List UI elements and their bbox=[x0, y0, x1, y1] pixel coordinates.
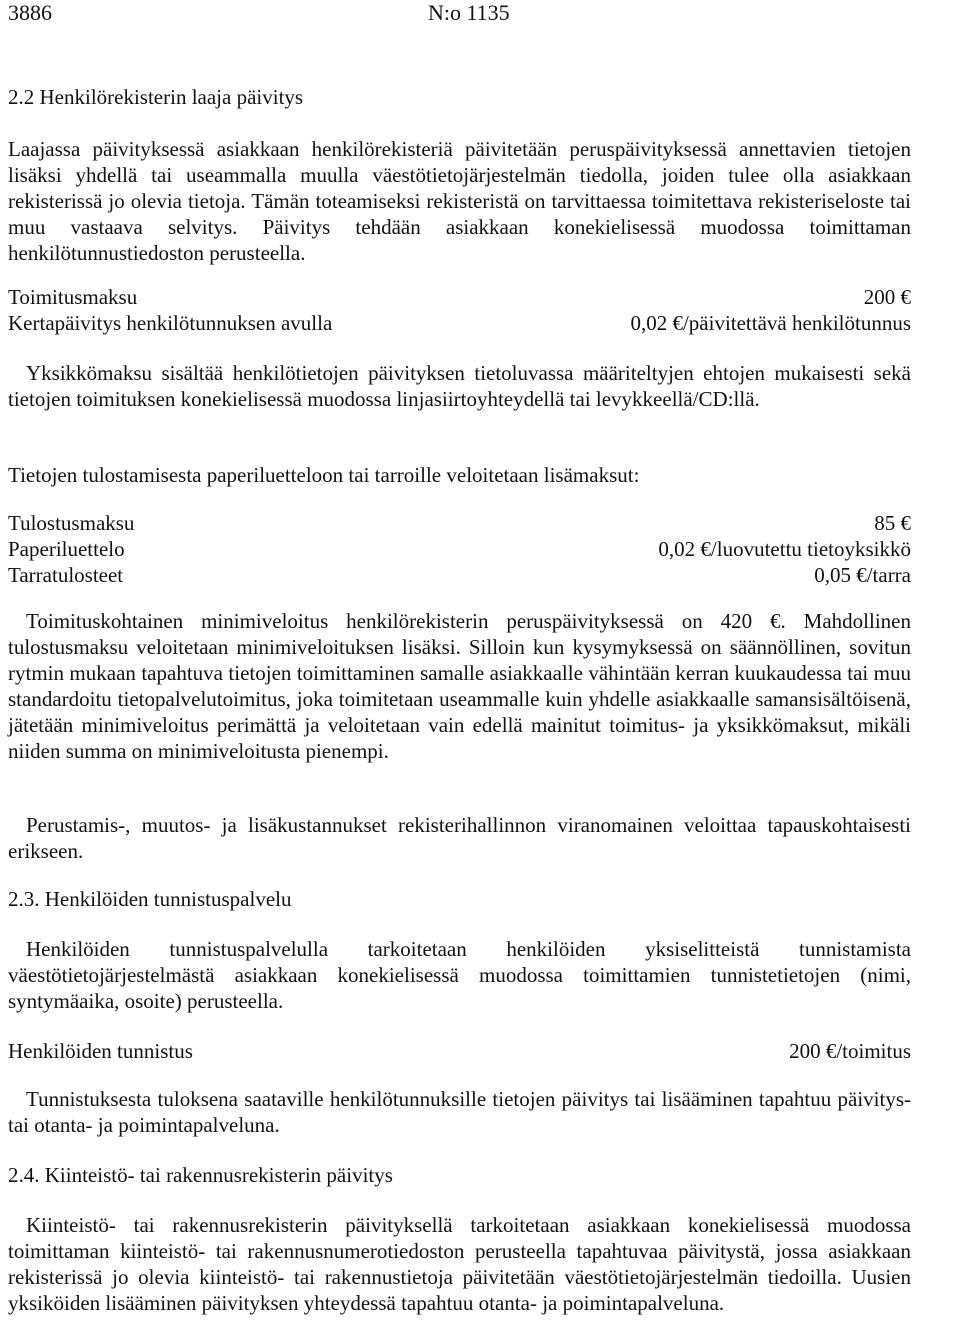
section-2-2-paragraph-2: Yksikkömaksu sisältää henkilötietojen päivityksen tietoluvassa määriteltyjen ehtojen mukaisesti sekä tietojen toimituksen konekielisessä muodossa linjasiirtoyhteydellä tai levykkeellä/CD:llä. bbox=[8, 361, 911, 411]
fee-label: Toimitusmaksu bbox=[8, 285, 138, 309]
page-number: 3886 bbox=[8, 0, 52, 25]
fee-amount: 200 €/toimitus bbox=[789, 1039, 911, 1063]
fee-table-identification bbox=[8, 1038, 911, 1064]
issue-number: N:o 1135 bbox=[428, 0, 510, 25]
fee-amount: 0,02 €/päivitettävä henkilötunnus bbox=[630, 311, 911, 335]
section-2-4-paragraph-1: Kiinteistö- tai rakennusrekisterin päivityksellä tarkoitetaan asiakkaan konekielisessä muodossa toimittaman kiinteistö- tai rakennusnumerotiedoston perusteella tapahtuvaa päivitystä, jossa asiakkaan rekisterissä jo olevia kiinteistö- tai rakennustietoja päivitetään väestötietojärjestelmän tiedoilla. Uusien yksiköiden lisääminen päivityksen yhteydessä tapahtuu otanta- ja poimintapalveluna. bbox=[8, 1213, 911, 1315]
section-2-3-paragraph-2: Tunnistuksesta tuloksena saataville henkilötunnuksille tietojen päivitys tai lisääminen tapahtuu päivitys- tai otanta- ja poimintapalveluna. bbox=[8, 1087, 911, 1137]
fee-row bbox=[8, 284, 911, 310]
fee-row bbox=[8, 562, 911, 588]
section-heading-2-3: 2.3. Henkilöiden tunnistuspalvelu bbox=[8, 887, 292, 911]
section-heading-2-2: 2.2 Henkilörekisterin laaja päivitys bbox=[8, 85, 304, 109]
fee-row bbox=[8, 536, 911, 562]
fee-label: Tulostusmaksu bbox=[8, 511, 135, 535]
section-2-2-paragraph-1: Laajassa päivityksessä asiakkaan henkilörekisteriä päivitetään peruspäivityksessä annettavien tietojen lisäksi yhdellä tai useammalla muulla väestötietojärjestelmän tiedolla, joiden tulee olla asiakkaan rekisterissä jo olevia tietoja. Tämän toteamiseksi rekisteristä on tarvittaessa toimitettava rekisteriseloste tai muu vastaava selvitys. Päivitys tehdään asiakkaan konekielisessä muodossa toimittaman henkilötunnustiedoston perusteella. bbox=[8, 137, 911, 265]
fee-label: Kertapäivitys henkilötunnuksen avulla bbox=[8, 311, 333, 335]
fee-table-printing bbox=[8, 510, 911, 588]
fee-row bbox=[8, 1038, 911, 1064]
fee-row bbox=[8, 510, 911, 536]
fee-row bbox=[8, 310, 911, 336]
fee-amount: 0,05 €/tarra bbox=[814, 563, 911, 587]
fee-amount: 85 € bbox=[874, 511, 911, 535]
fee-table-update bbox=[8, 284, 911, 336]
fee-amount: 0,02 €/luovutettu tietoyksikkö bbox=[658, 537, 911, 561]
section-2-3-paragraph-1: Henkilöiden tunnistuspalvelulla tarkoitetaan henkilöiden yksiselitteistä tunnistamista väestötietojärjestelmästä asiakkaan konekielisessä muodossa toimittamien tunnistetietojen (nimi, syntymäaika, osoite) perusteella. bbox=[8, 937, 911, 1013]
section-2-2-paragraph-4: Toimituskohtainen minimiveloitus henkilörekisterin peruspäivityksessä on 420 €. Mahdollinen tulostusmaksu veloitetaan minimiveloituksen lisäksi. Silloin kun kysymyksessä on säännöllinen, sovitun rytmin mukaan tapahtuva tietojen toimittaminen samalle asiakkaalle vähintään kerran kuukaudessa tai muu standardoitu tietopalvelutoimitus, joka toimitetaan useammalle kuin yhdelle asiakkaalle samansisältöisenä, jätetään minimiveloitus perimättä ja veloitetaan vain edellä mainitut toimitus- ja yksikkömaksut, mikäli niiden summa on minimiveloitusta pienempi. bbox=[8, 609, 911, 763]
section-2-2-paragraph-3: Tietojen tulostamisesta paperiluetteloon tai tarroille veloitetaan lisämaksut: bbox=[8, 463, 640, 487]
fee-label: Tarratulosteet bbox=[8, 563, 124, 587]
fee-label: Paperiluettelo bbox=[8, 537, 125, 561]
section-heading-2-4: 2.4. Kiinteistö- tai rakennusrekisterin päivitys bbox=[8, 1163, 393, 1187]
fee-label: Henkilöiden tunnistus bbox=[8, 1039, 193, 1063]
section-2-2-paragraph-5: Perustamis-, muutos- ja lisäkustannukset rekisterihallinnon viranomainen veloittaa tapauskohtaisesti erikseen. bbox=[8, 813, 911, 863]
fee-amount: 200 € bbox=[863, 285, 911, 309]
page-header bbox=[8, 0, 528, 28]
